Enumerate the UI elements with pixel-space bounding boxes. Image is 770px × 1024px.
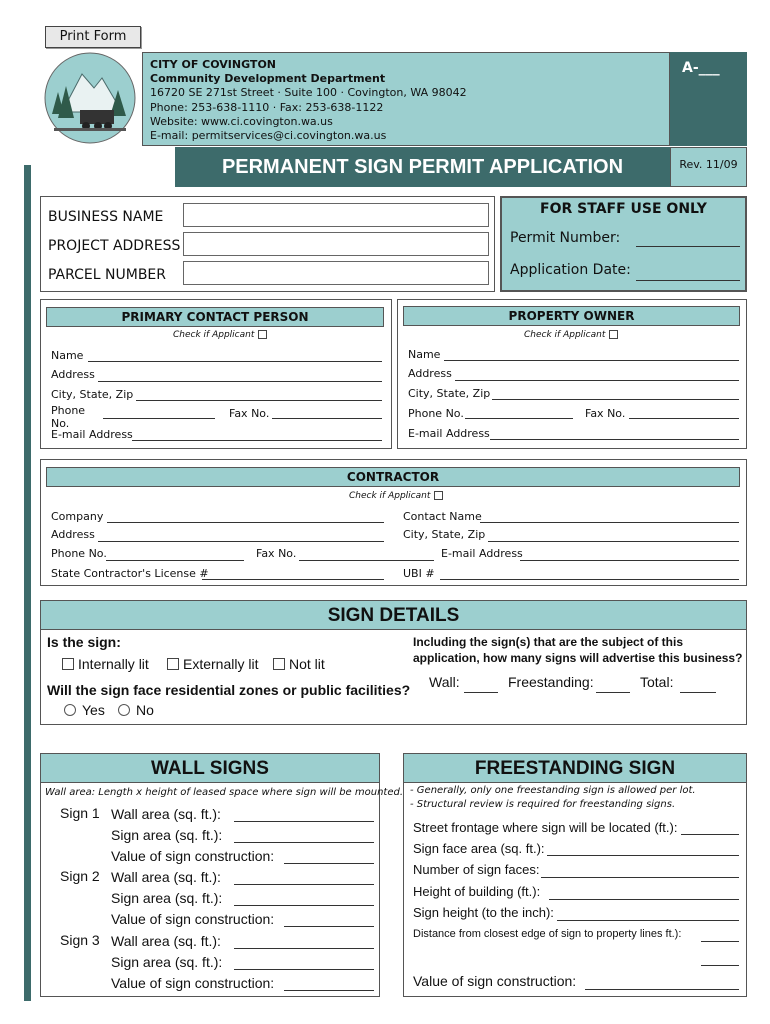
sign-details-title: SIGN DETAILS [327, 605, 460, 626]
application-date-line[interactable] [636, 280, 740, 281]
city-website: Website: www.ci.covington.wa.us [150, 114, 333, 128]
po-email-label: E-mail Address [408, 427, 490, 440]
sign-2-wall-area-label: Wall area (sq. ft.): [111, 869, 221, 885]
sign-2-value-line[interactable] [284, 926, 374, 927]
freestanding-title: FREESTANDING SIGN [474, 758, 676, 779]
po-fax-label: Fax No. [585, 407, 626, 420]
not-lit-option[interactable]: Not lit [273, 656, 325, 672]
sign-1-label: Sign 1 [60, 805, 100, 821]
property-owner-title: PROPERTY OWNER [508, 309, 635, 323]
project-address-input[interactable] [183, 232, 489, 256]
po-email-line[interactable] [490, 439, 739, 440]
sign-3-sign-area-line[interactable] [234, 969, 374, 970]
pc-email-label: E-mail Address [51, 428, 133, 441]
building-height-line[interactable] [549, 899, 739, 900]
sign-count-question-1: Including the sign(s) that are the subject of this [413, 635, 684, 649]
sign-3-value-label: Value of sign construction: [111, 975, 275, 991]
distance-label: Distance from closest edge of sign to property lines ft.): [413, 928, 682, 940]
externally-lit-option[interactable]: Externally lit [167, 656, 258, 672]
ct-address-label: Address [51, 528, 95, 541]
sign-3-value-line[interactable] [284, 990, 374, 991]
building-height-label: Height of building (ft.): [413, 884, 541, 899]
ct-contact-line[interactable] [480, 522, 739, 523]
city-logo [44, 52, 136, 144]
primary-contact-check[interactable]: Check if Applicant [173, 330, 267, 340]
faces-line[interactable] [541, 877, 739, 878]
wall-count-label: Wall: [429, 674, 460, 690]
ct-contact-label: Contact Name [403, 510, 482, 523]
ct-city-label: City, State, Zip [403, 528, 486, 541]
pc-phone-label: Phone No. [51, 404, 86, 430]
city-address: 16720 SE 271st Street · Suite 100 · Covington, WA 98042 [150, 86, 467, 100]
staff-use-title: FOR STAFF USE ONLY [540, 201, 707, 217]
po-fax-line[interactable] [629, 418, 739, 419]
pc-fax-line[interactable] [272, 418, 382, 419]
application-number: A-___ [682, 60, 720, 76]
po-city-line[interactable] [492, 399, 739, 400]
frontage-line[interactable] [681, 834, 739, 835]
print-form-button[interactable]: Print Form [45, 26, 141, 48]
ct-phone-line[interactable] [106, 560, 244, 561]
sign-height-label: Sign height (to the inch): [413, 905, 554, 920]
ct-email-line[interactable] [520, 560, 739, 561]
sign-1-value-label: Value of sign construction: [111, 848, 275, 864]
fs-value-line[interactable] [585, 989, 739, 990]
internally-lit-option[interactable]: Internally lit [62, 656, 149, 672]
revision-date: Rev. 11/09 [679, 158, 738, 171]
face-area-line[interactable] [547, 855, 739, 856]
ct-email-label: E-mail Address [441, 547, 523, 560]
department-name: Community Development Department [150, 72, 386, 86]
sign-3-wall-area-line[interactable] [234, 948, 374, 949]
sign-2-sign-area-line[interactable] [234, 905, 374, 906]
ct-ubi-line[interactable] [440, 579, 739, 580]
contractor-check[interactable]: Check if Applicant [349, 491, 443, 501]
is-sign-label: Is the sign: [47, 634, 121, 650]
total-count-line[interactable] [680, 692, 716, 693]
ct-fax-line[interactable] [299, 560, 434, 561]
contractor-title: CONTRACTOR [346, 470, 440, 484]
freestanding-count-label: Freestanding: [508, 674, 594, 690]
frontage-label: Street frontage where sign will be located (ft.): [413, 820, 678, 835]
sign-3-wall-area-label: Wall area (sq. ft.): [111, 933, 221, 949]
pc-address-label: Address [51, 368, 95, 381]
sign-3-label: Sign 3 [60, 932, 100, 948]
pc-name-line[interactable] [88, 361, 382, 362]
sign-2-wall-area-line[interactable] [234, 884, 374, 885]
pc-fax-label: Fax No. [229, 407, 270, 420]
primary-contact-title: PRIMARY CONTACT PERSON [121, 310, 309, 324]
sign-height-line[interactable] [557, 920, 739, 921]
ct-city-line[interactable] [488, 541, 739, 542]
faces-label: Number of sign faces: [413, 862, 540, 877]
sign-1-value-line[interactable] [284, 863, 374, 864]
ct-license-line[interactable] [202, 579, 384, 580]
po-address-line[interactable] [455, 380, 739, 381]
po-phone-line[interactable] [465, 418, 573, 419]
pc-city-label: City, State, Zip [51, 388, 134, 401]
total-count-label: Total: [640, 674, 674, 690]
permit-number-line[interactable] [636, 246, 740, 247]
ct-fax-label: Fax No. [256, 547, 297, 560]
freestanding-note-2: - Structural review is required for freestanding signs. [410, 799, 676, 810]
parcel-number-label: PARCEL NUMBER [48, 267, 167, 283]
ct-ubi-label: UBI # [403, 567, 435, 580]
sign-2-sign-area-label: Sign area (sq. ft.): [111, 890, 223, 906]
po-city-label: City, State, Zip [408, 387, 491, 400]
application-date-label: Application Date: [510, 262, 631, 278]
pc-email-line[interactable] [132, 440, 382, 441]
sign-1-wall-area-line[interactable] [234, 821, 374, 822]
wall-area-note: Wall area: Length x height of leased space where sign will be mounted. [45, 787, 404, 798]
permit-number-label: Permit Number: [510, 230, 621, 246]
freestanding-note-1: - Generally, only one freestanding sign is allowed per lot. [410, 785, 696, 796]
sign-3-sign-area-label: Sign area (sq. ft.): [111, 954, 223, 970]
sign-1-sign-area-line[interactable] [234, 842, 374, 843]
wall-count-line[interactable] [464, 692, 498, 693]
left-margin-bar [24, 165, 31, 1001]
business-name-input[interactable] [183, 203, 489, 227]
po-name-label: Name [408, 348, 441, 361]
business-name-label: BUSINESS NAME [48, 209, 164, 225]
sign-2-label: Sign 2 [60, 868, 100, 884]
residential-question: Will the sign face residential zones or public facilities? [47, 682, 411, 698]
ct-address-line[interactable] [98, 541, 384, 542]
distance-line-1[interactable] [701, 941, 739, 942]
wall-signs-title: WALL SIGNS [151, 758, 269, 779]
parcel-number-input[interactable] [183, 261, 489, 285]
ct-phone-label: Phone No. [51, 547, 107, 560]
ct-license-label: State Contractor's License # [51, 567, 209, 580]
freestanding-count-line[interactable] [596, 692, 630, 693]
po-address-label: Address [408, 367, 452, 380]
po-phone-label: Phone No. [408, 407, 464, 420]
city-name: CITY OF COVINGTON [150, 58, 276, 71]
po-name-line[interactable] [444, 360, 739, 361]
city-email: E-mail: permitservices@ci.covington.wa.us [150, 129, 387, 143]
property-owner-check[interactable]: Check if Applicant [524, 330, 618, 340]
ct-company-line[interactable] [107, 522, 384, 523]
pc-address-line[interactable] [98, 381, 382, 382]
distance-line-2[interactable] [701, 965, 739, 966]
city-phone: Phone: 253-638-1110 · Fax: 253-638-1122 [150, 100, 384, 114]
project-address-label: PROJECT ADDRESS [48, 238, 181, 254]
sign-count-question-2: application, how many signs will advertise this business? [413, 651, 743, 665]
fs-value-label: Value of sign construction: [413, 973, 577, 989]
yes-radio[interactable]: Yes [64, 702, 105, 718]
sign-1-sign-area-label: Sign area (sq. ft.): [111, 827, 223, 843]
pc-name-label: Name [51, 349, 84, 362]
sign-2-value-label: Value of sign construction: [111, 911, 275, 927]
face-area-label: Sign face area (sq. ft.): [413, 841, 545, 856]
sign-1-wall-area-label: Wall area (sq. ft.): [111, 806, 221, 822]
no-radio[interactable]: No [118, 702, 154, 718]
page-title: PERMANENT SIGN PERMIT APPLICATION [221, 156, 624, 178]
pc-phone-line[interactable] [103, 418, 215, 419]
pc-city-line[interactable] [136, 400, 382, 401]
ct-company-label: Company [51, 510, 104, 523]
